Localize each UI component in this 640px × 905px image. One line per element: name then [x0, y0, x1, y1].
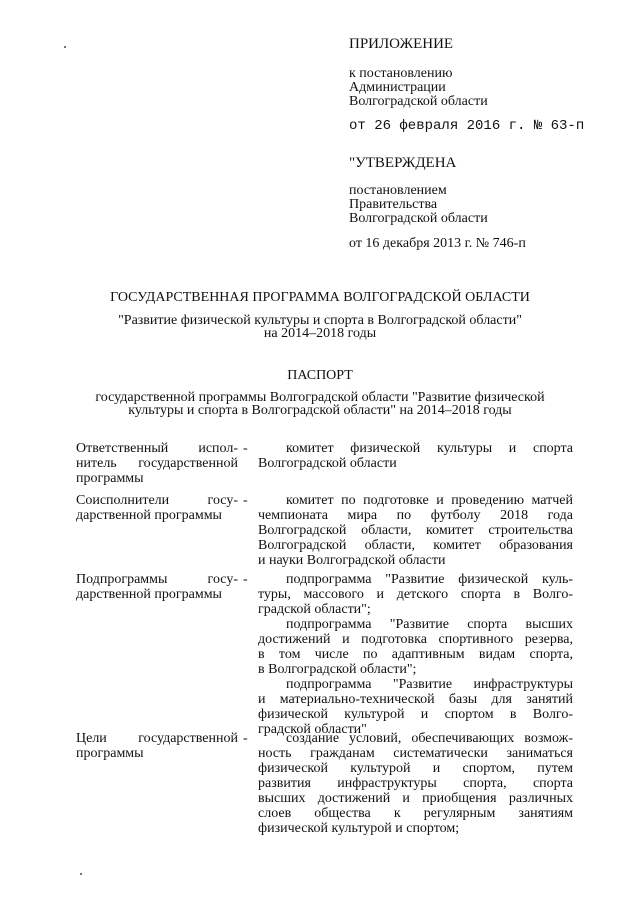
- program-name-line: "Развитие физической культуры и спорта в Волгоградской области": [118, 313, 522, 328]
- approval-line: Волгоградской области: [349, 211, 488, 226]
- row-value-responsible: [258, 441, 573, 471]
- scan-speck: [64, 46, 66, 48]
- value-line: чемпионата мира по футболу 2018 года: [258, 508, 573, 523]
- value-line: комитет по подготовке и проведению матчей: [286, 493, 573, 508]
- value-line: создание условий, обеспечивающих возмож-: [286, 731, 573, 746]
- row-value-subprograms: [258, 572, 573, 737]
- row-label-responsible: [76, 441, 238, 486]
- label-line: дарственной программы: [76, 508, 222, 523]
- value-line: ность гражданам систематически заниматься: [258, 746, 573, 761]
- label-line: Цели государственной: [76, 731, 238, 746]
- value-line: слоев общества к регулярным занятиям: [258, 806, 573, 821]
- program-title: ГОСУДАРСТВЕННАЯ ПРОГРАММА ВОЛГОГРАДСКОЙ ОБЛАСТИ: [110, 290, 530, 305]
- value-line: и материально-технической базы для занятий: [258, 692, 573, 707]
- value-line: в том числе по адаптивным видам спорта,: [258, 647, 573, 662]
- value-line: в Волгоградской области";: [258, 662, 417, 677]
- value-line: градской области": [258, 722, 367, 737]
- value-line: достижений и подготовка спортивного резерва,: [258, 632, 573, 647]
- value-line: туры, массового и детского спорта в Волго-: [258, 587, 573, 602]
- passport-subtitle-line: государственной программы Волгоградской области "Развитие физической: [95, 390, 545, 405]
- passport-subtitle-line: культуры и спорта в Волгоградской области" на 2014–2018 годы: [128, 403, 512, 418]
- label-line: программы: [76, 471, 144, 486]
- label-line: Ответственный испол-: [76, 441, 238, 456]
- row-value-coexecutors: [258, 493, 573, 568]
- value-line: высших достижений и приобщения различных: [258, 791, 573, 806]
- appendix-date: от 26 февраля 2016 г. № 63-п: [349, 118, 585, 134]
- program-name-line: на 2014–2018 годы: [263, 326, 377, 341]
- appendix-line: Администрации: [349, 80, 446, 95]
- scan-speck: [80, 873, 82, 875]
- approval-title: "УТВЕРЖДЕНА: [349, 155, 457, 171]
- value-line: физической культурой и спортом в Волго-: [258, 707, 573, 722]
- value-line: подпрограмма "Развитие спорта высших: [286, 617, 573, 632]
- row-label-goals: [76, 731, 238, 761]
- value-line: подпрограмма "Развитие инфраструктуры: [286, 677, 573, 692]
- label-line: Соисполнители госу-: [76, 493, 238, 508]
- label-line: Подпрограммы госу-: [76, 572, 238, 587]
- value-line: развития инфраструктуры спорта, спорта: [258, 776, 573, 791]
- row-value-goals: [258, 731, 573, 836]
- value-line: Волгоградской области, комитет образования: [258, 538, 573, 553]
- row-label-coexecutors: [76, 493, 238, 523]
- value-line: и науки Волгоградской области: [258, 553, 446, 568]
- appendix-line: Волгоградской области: [349, 94, 488, 109]
- value-line: физической культурой и спортом, путем: [258, 761, 573, 776]
- row-dash: -: [243, 441, 248, 456]
- label-line: нитель государственной: [76, 456, 238, 471]
- appendix-line: к постановлению: [349, 66, 453, 81]
- row-dash: -: [243, 493, 248, 508]
- passport-title: ПАСПОРТ: [287, 368, 353, 383]
- row-label-subprograms: [76, 572, 238, 602]
- label-line: программы: [76, 746, 144, 761]
- approval-line: постановлением: [349, 183, 447, 198]
- value-line: Волгоградской области: [258, 456, 397, 471]
- label-line: дарственной программы: [76, 587, 222, 602]
- row-dash: -: [243, 572, 248, 587]
- value-line: комитет физической культуры и спорта: [286, 441, 573, 456]
- appendix-title: ПРИЛОЖЕНИЕ: [349, 36, 454, 52]
- value-line: подпрограмма "Развитие физической куль-: [286, 572, 573, 587]
- row-dash: -: [243, 731, 248, 746]
- value-line: физической культурой и спортом;: [258, 821, 460, 836]
- approval-line: Правительства: [349, 197, 438, 212]
- approval-date: от 16 декабря 2013 г. № 746-п: [349, 236, 526, 251]
- value-line: Волгоградской области, комитет строительства: [258, 523, 573, 538]
- value-line: градской области";: [258, 602, 371, 617]
